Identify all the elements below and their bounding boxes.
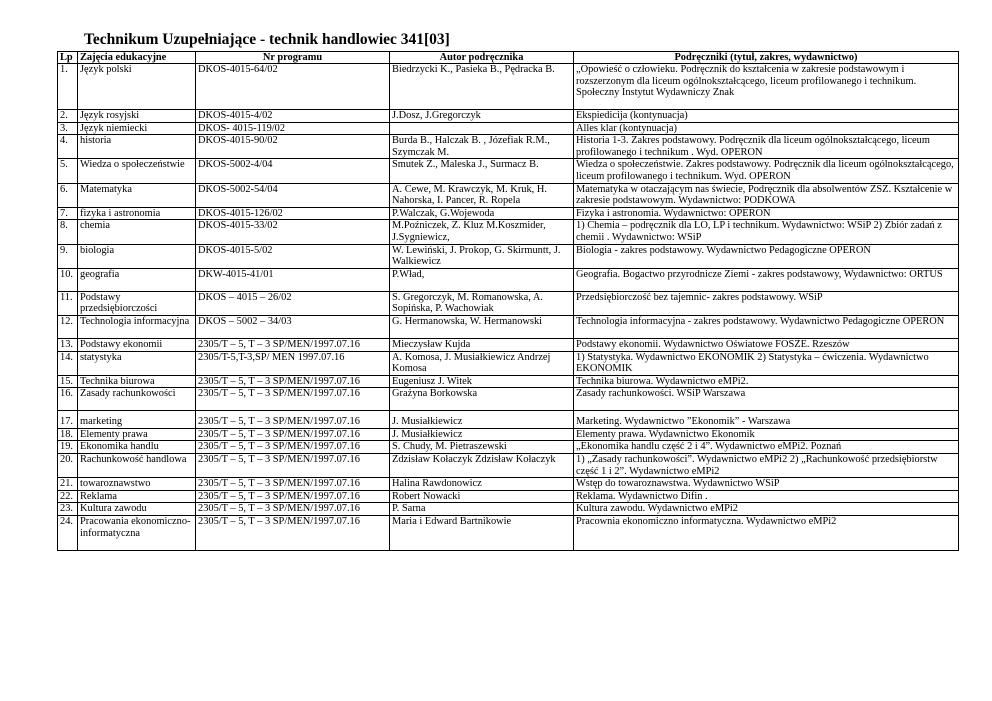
cell-subject: Technika biurowa [78, 375, 196, 388]
cell-books: Geografia. Bogactwo przyrodnicze Ziemi - zakres podstawowy, Wydawnictwo: ORTUS [574, 268, 959, 291]
cell-program: 2305/T – 5, T – 3 SP/MEN/1997.07.16 [196, 516, 390, 551]
cell-subject: Język rosyjski [78, 110, 196, 123]
cell-lp: 12. [58, 315, 78, 338]
table-row [58, 315, 959, 338]
cell-author: Halina Rawdonowicz [390, 478, 574, 491]
cell-lp: 6. [58, 183, 78, 207]
cell-author: Robert Nowacki [390, 490, 574, 503]
cell-author: P.Walczak, G.Wojewoda [390, 207, 574, 220]
cell-program: DKOS-5002-54/04 [196, 183, 390, 207]
cell-program: DKOS-4015-5/02 [196, 244, 390, 268]
cell-books: Technologia informacyjna - zakres podstawowy. Wydawnictwo Pedagogiczne OPERON [574, 315, 959, 338]
cell-author: A. Komosa, J. Musiałkiewicz Andrzej Komosa [390, 351, 574, 375]
cell-lp: 18. [58, 428, 78, 441]
cell-program: DKOS-5002-4/04 [196, 159, 390, 183]
table-row [58, 516, 959, 551]
cell-lp: 15. [58, 375, 78, 388]
cell-author: P.Wład, [390, 268, 574, 291]
table-row [58, 351, 959, 375]
cell-program: DKOS-4015-33/02 [196, 220, 390, 244]
cell-lp: 3. [58, 122, 78, 135]
cell-subject: Język polski [78, 64, 196, 110]
cell-program: 2305/T – 5, T – 3 SP/MEN/1997.07.16 [196, 454, 390, 478]
cell-books: Wstęp do towaroznawstwa. Wydawnictwo WSiP [574, 478, 959, 491]
cell-author: J. Musiałkiewicz [390, 428, 574, 441]
cell-books: Pracownia ekonomiczno informatyczna. Wydawnictwo eMPi2 [574, 516, 959, 551]
cell-books: 1) Statystyka. Wydawnictwo EKONOMIK 2) Statystyka – ćwiczenia. Wydawnictwo EKONOMIK [574, 351, 959, 375]
table-row [58, 135, 959, 159]
cell-subject: Reklama [78, 490, 196, 503]
cell-subject: Matematyka [78, 183, 196, 207]
cell-subject: marketing [78, 411, 196, 429]
cell-lp: 13. [58, 338, 78, 351]
table-row [58, 375, 959, 388]
cell-program: DKW-4015-41/01 [196, 268, 390, 291]
cell-lp: 10. [58, 268, 78, 291]
cell-program: DKOS- 4015-119/02 [196, 122, 390, 135]
header-subject: Zajęcia edukacyjne [78, 52, 196, 64]
cell-subject: Podstawy ekonomii [78, 338, 196, 351]
table-row [58, 268, 959, 291]
cell-books: Reklama. Wydawnictwo Difin . [574, 490, 959, 503]
cell-program: 2305/T – 5, T – 3 SP/MEN/1997.07.16 [196, 411, 390, 429]
cell-subject: Język niemiecki [78, 122, 196, 135]
cell-lp: 4. [58, 135, 78, 159]
table-row [58, 388, 959, 411]
table-row [58, 244, 959, 268]
cell-author: Grażyna Borkowska [390, 388, 574, 411]
cell-program: 2305/T – 5, T – 3 SP/MEN/1997.07.16 [196, 338, 390, 351]
cell-program: 2305/T – 5, T – 3 SP/MEN/1997.07.16 [196, 478, 390, 491]
cell-program: 2305/T – 5, T – 3 SP/MEN/1997.07.16 [196, 375, 390, 388]
table-row [58, 122, 959, 135]
cell-lp: 5. [58, 159, 78, 183]
cell-books: „Opowieść o człowieku. Podręcznik do kształcenia w zakresie podstawowym i rozszerzonym dla liceum ogólnokształcącego, liceum profilowanego i technikum. Społeczny Instytut Wydawniczy Znak [574, 64, 959, 110]
table-row [58, 207, 959, 220]
cell-lp: 23. [58, 503, 78, 516]
cell-author: Smutek Z., Maleska J., Surmacz B. [390, 159, 574, 183]
table-row [58, 64, 959, 110]
cell-author: J.Dosz, J.Gregorczyk [390, 110, 574, 123]
cell-books: Marketing. Wydawnictwo ”Ekonomik” - Warszawa [574, 411, 959, 429]
table-row [58, 159, 959, 183]
cell-program: 2305/T-5,T-3,SP/ MEN 1997.07.16 [196, 351, 390, 375]
cell-subject: Podstawy przedsiębiorczości [78, 291, 196, 315]
table-row [58, 441, 959, 454]
cell-books: Historia 1-3. Zakres podstawowy. Podręcznik dla liceum ogólnokształcącego, liceum profilowanego i technikum . Wyd. OPERON [574, 135, 959, 159]
cell-author: S. Chudy, M. Pietraszewski [390, 441, 574, 454]
cell-books: Matematyka w otaczającym nas świecie, Podręcznik dla absolwentów ZSZ. Kształcenie w zakresie podstawowym. Wydawnictwo: PODKOWA [574, 183, 959, 207]
cell-lp: 17. [58, 411, 78, 429]
cell-books: Ekspiedicija (kontynuacja) [574, 110, 959, 123]
cell-lp: 24. [58, 516, 78, 551]
header-books: Podręczniki (tytuł, zakres, wydawnictwo) [574, 52, 959, 64]
cell-subject: Wiedza o społeczeństwie [78, 159, 196, 183]
table-row [58, 291, 959, 315]
cell-subject: Zasady rachunkowości [78, 388, 196, 411]
cell-program: 2305/T – 5, T – 3 SP/MEN/1997.07.16 [196, 388, 390, 411]
table-row [58, 503, 959, 516]
cell-books: Zasady rachunkowości. WSiP Warszawa [574, 388, 959, 411]
cell-subject: Elementy prawa [78, 428, 196, 441]
cell-author: P. Sarna [390, 503, 574, 516]
cell-program: DKOS-4015-64/02 [196, 64, 390, 110]
cell-lp: 7. [58, 207, 78, 220]
cell-books: Alles klar (kontynuacja) [574, 122, 959, 135]
cell-author [390, 122, 574, 135]
cell-lp: 2. [58, 110, 78, 123]
cell-subject: Ekonomika handlu [78, 441, 196, 454]
cell-author: Mieczysław Kujda [390, 338, 574, 351]
cell-lp: 9. [58, 244, 78, 268]
cell-books: Elementy prawa. Wydawnictwo Ekonomik [574, 428, 959, 441]
cell-program: DKOS – 4015 – 26/02 [196, 291, 390, 315]
header-program: Nr programu [196, 52, 390, 64]
table-row [58, 478, 959, 491]
table-row [58, 428, 959, 441]
cell-author: A. Cewe, M. Krawczyk, M. Kruk, H. Nahorska, I. Pancer, R. Ropela [390, 183, 574, 207]
cell-subject: biologia [78, 244, 196, 268]
cell-subject: Rachunkowość handlowa [78, 454, 196, 478]
cell-subject: towaroznawstwo [78, 478, 196, 491]
cell-program: 2305/T – 5, T – 3 SP/MEN/1997.07.16 [196, 490, 390, 503]
table-row [58, 338, 959, 351]
cell-books: „Ekonomika handlu część 2 i 4”. Wydawnictwo eMPi2. Poznań [574, 441, 959, 454]
cell-author: G. Hermanowska, W. Hermanowski [390, 315, 574, 338]
cell-author: Burda B., Halczak B. , Józefiak R.M., Szymczak M. [390, 135, 574, 159]
cell-program: DKOS-4015-126/02 [196, 207, 390, 220]
table-row [58, 490, 959, 503]
cell-program: DKOS-4015-90/02 [196, 135, 390, 159]
cell-books: Technika biurowa. Wydawnictwo eMPi2. [574, 375, 959, 388]
cell-lp: 1. [58, 64, 78, 110]
cell-books: Podstawy ekonomii. Wydawnictwo Oświatowe FOSZE. Rzeszów [574, 338, 959, 351]
cell-lp: 16. [58, 388, 78, 411]
textbook-table [57, 51, 959, 551]
cell-books: Przedsiębiorczość bez tajemnic- zakres podstawowy. WSiP [574, 291, 959, 315]
cell-author: Eugeniusz J. Witek [390, 375, 574, 388]
table-row [58, 183, 959, 207]
cell-books: 1) Chemia – podręcznik dla LO, LP i technikum. Wydawnictwo: WSiP 2) Zbiór zadań z chemii . Wydawnictwo: WSiP [574, 220, 959, 244]
cell-author: M.Poźniczek, Z. Kluz M.Koszmider, J.Sygniewicz, [390, 220, 574, 244]
cell-author: Biedrzycki K., Pasieka B., Pędracka B. [390, 64, 574, 110]
cell-author: J. Musiałkiewicz [390, 411, 574, 429]
header-author: Autor podręcznika [390, 52, 574, 64]
cell-lp: 21. [58, 478, 78, 491]
cell-lp: 8. [58, 220, 78, 244]
cell-program: DKOS-4015-4/02 [196, 110, 390, 123]
cell-lp: 20. [58, 454, 78, 478]
table-body [58, 64, 959, 551]
cell-subject: Technologia informacyjna [78, 315, 196, 338]
cell-program: 2305/T – 5, T – 3 SP/MEN/1997.07.16 [196, 428, 390, 441]
cell-subject: historia [78, 135, 196, 159]
cell-program: 2305/T – 5, T – 3 SP/MEN/1997.07.16 [196, 441, 390, 454]
cell-subject: geografia [78, 268, 196, 291]
cell-author: Zdzisław Kołaczyk Zdzisław Kołaczyk [390, 454, 574, 478]
header-lp: Lp [58, 52, 78, 64]
cell-lp: 22. [58, 490, 78, 503]
cell-books: Wiedza o społeczeństwie. Zakres podstawowy. Podręcznik dla liceum ogólnokształcącego, liceum profilowanego i technikum. Wyd. OPERON [574, 159, 959, 183]
cell-subject: chemia [78, 220, 196, 244]
cell-program: DKOS – 5002 – 34/03 [196, 315, 390, 338]
cell-books: Fizyka i astronomia. Wydawnictwo: OPERON [574, 207, 959, 220]
cell-lp: 11. [58, 291, 78, 315]
cell-books: 1) „Zasady rachunkowości”. Wydawnictwo eMPi2 2) „Rachunkowość przedsiębiorstw część 1 i 2”. Wydawnictwo eMPi2 [574, 454, 959, 478]
cell-subject: Kultura zawodu [78, 503, 196, 516]
table-row [58, 110, 959, 123]
table-row [58, 220, 959, 244]
cell-author: Maria i Edward Bartnikowie [390, 516, 574, 551]
table-row [58, 454, 959, 478]
table-row [58, 411, 959, 429]
cell-program: 2305/T – 5, T – 3 SP/MEN/1997.07.16 [196, 503, 390, 516]
cell-author: W. Lewiński, J. Prokop, G. Skirmuntt, J. Walkiewicz [390, 244, 574, 268]
cell-subject: fizyka i astronomia [78, 207, 196, 220]
cell-author: S. Gregorczyk, M. Romanowska, A. Sopińska, P. Wachowiak [390, 291, 574, 315]
cell-books: Biologia - zakres podstawowy. Wydawnictwo Pedagogiczne OPERON [574, 244, 959, 268]
table-header-row [58, 52, 959, 64]
cell-lp: 19. [58, 441, 78, 454]
cell-subject: statystyka [78, 351, 196, 375]
cell-lp: 14. [58, 351, 78, 375]
document-title: Technikum Uzupełniające - technik handlowiec 341[03] [84, 31, 450, 48]
cell-books: Kultura zawodu. Wydawnictwo eMPi2 [574, 503, 959, 516]
cell-subject: Pracowania ekonomiczno-informatyczna [78, 516, 196, 551]
